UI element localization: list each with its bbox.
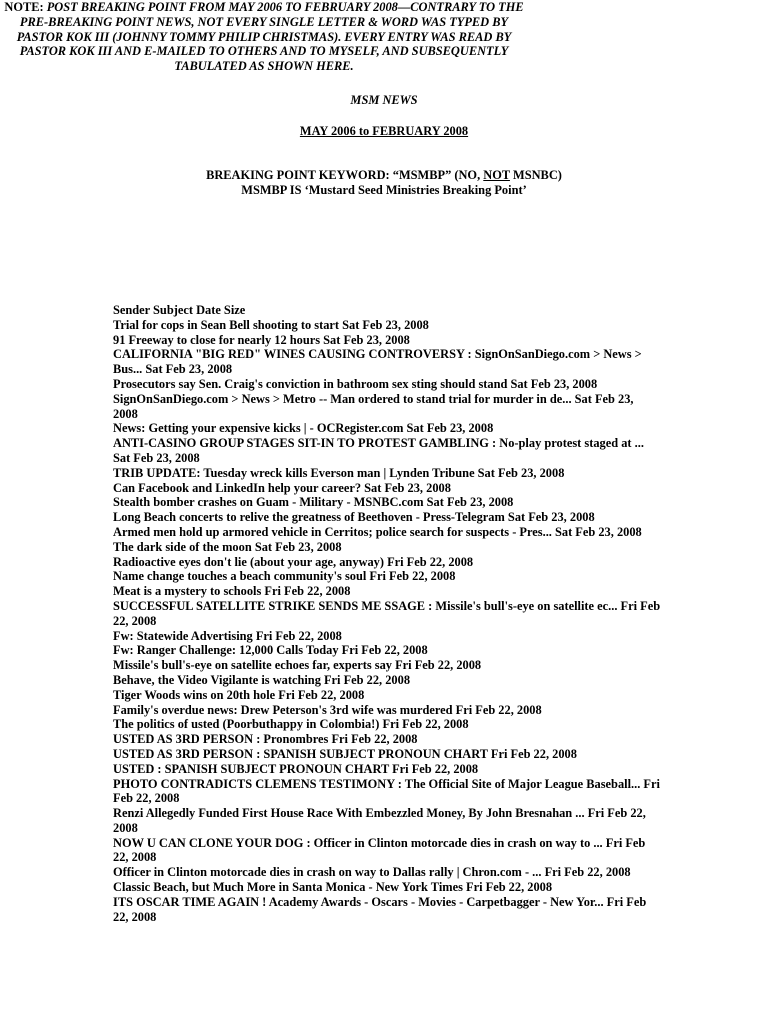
list-item: USTED : SPANISH SUBJECT PRONOUN CHART Fri Feb 22, 2008 xyxy=(113,761,479,776)
list-item: 91 Freeway to close for nearly 12 hours Sat Feb 23, 2008 xyxy=(113,332,410,347)
list-item: Stealth bomber crashes on Guam - Military - MSNBC.com Sat Feb 23, 2008 xyxy=(113,495,514,510)
note-label: NOTE: xyxy=(4,0,47,14)
list-item: Behave, the Video Vigilante is watching Fri Feb 22, 2008 xyxy=(113,672,411,687)
list-item: News: Getting your expensive kicks | - OCRegister.com Sat Feb 23, 2008 xyxy=(113,421,494,436)
list-item: Renzi Allegedly Funded First House Race With Embezzled Money, By John Bresnahan ... Fri Feb 22, 2008 xyxy=(113,806,646,835)
keyword-prefix: BREAKING POINT KEYWORD: “MSMBP” (NO, xyxy=(206,168,484,182)
email-list xyxy=(113,303,661,924)
note-text: POST BREAKING POINT FROM MAY 2006 TO FEBRUARY 2008—CONTRARY TO THE PRE-BREAKING POINT NEWS, NOT EVERY SINGLE LETTER & WORD WAS TYPED BY PASTOR KOK III (JOHNNY TOMMY PHILIP CHRISTMAS). EVERY ENTRY WAS READ BY PASTOR KOK III AND E-MAILED TO OTHERS AND TO MYSELF, AND SUBSEQUENTLY TABULATED AS SHOWN HERE. xyxy=(16,0,524,74)
list-item: USTED AS 3RD PERSON : SPANISH SUBJECT PRONOUN CHART Fri Feb 22, 2008 xyxy=(113,746,577,761)
list-item: USTED AS 3RD PERSON : Pronombres Fri Feb 22, 2008 xyxy=(113,732,418,747)
list-item: Missile's bull's-eye on satellite echoes far, experts say Fri Feb 22, 2008 xyxy=(113,658,482,673)
list-item: Can Facebook and LinkedIn help your career? Sat Feb 23, 2008 xyxy=(113,480,451,495)
email-list-header: Sender Subject Date Size xyxy=(113,303,246,317)
document-title: MSM NEWS xyxy=(350,93,418,107)
list-item: Officer in Clinton motorcade dies in crash on way to Dallas rally | Chron.com - ... Fri Feb 22, 2008 xyxy=(113,865,631,880)
list-item: Tiger Woods wins on 20th hole Fri Feb 22, 2008 xyxy=(113,687,365,702)
email-entries xyxy=(113,318,661,925)
list-item: Radioactive eyes don't lie (about your age, anyway) Fri Feb 22, 2008 xyxy=(113,554,474,569)
list-item: SUCCESSFUL SATELLITE STRIKE SENDS ME SSAGE : Missile's bull's-eye on satellite ec... Fri Feb 22, 2008 xyxy=(113,598,661,628)
list-item: Long Beach concerts to relive the greatness of Beethoven - Press-Telegram Sat Feb 23, 2008 xyxy=(113,510,595,525)
list-item: SignOnSanDiego.com > News > Metro -- Man ordered to stand trial for murder in de... Sat Feb 23, 2008 xyxy=(113,391,634,421)
list-item: The dark side of the moon Sat Feb 23, 2008 xyxy=(113,539,342,554)
keyword-suffix: MSNBC) xyxy=(509,168,562,182)
list-item: Armed men hold up armored vehicle in Cerritos; police search for suspects - Pres... Sat Feb 23, 2008 xyxy=(113,524,642,539)
keyword-emphasis: NOT xyxy=(483,168,510,182)
list-item: ITS OSCAR TIME AGAIN ! Academy Awards - Oscars - Movies - Carpetbagger - New Yor... Fri Feb 22, 2008 xyxy=(113,894,647,924)
list-item: Prosecutors say Sen. Craig's conviction in bathroom sex sting should stand Sat Feb 23, 2008 xyxy=(113,376,598,391)
keyword-line xyxy=(0,168,768,183)
list-item: TRIB UPDATE: Tuesday wreck kills Everson man | Lynden Tribune Sat Feb 23, 2008 xyxy=(113,465,565,480)
list-item: Classic Beach, but Much More in Santa Monica - New York Times Fri Feb 22, 2008 xyxy=(113,880,553,895)
keyword-definition: MSMBP IS ‘Mustard Seed Ministries Breaking Point’ xyxy=(241,183,527,197)
list-item: The politics of usted (Poorbuthappy in Colombia!) Fri Feb 22, 2008 xyxy=(113,717,469,732)
list-item: Meat is a mystery to schools Fri Feb 22, 2008 xyxy=(113,584,351,599)
list-item: CALIFORNIA "BIG RED" WINES CAUSING CONTROVERSY : SignOnSanDiego.com > News > Bus... Sat Feb 23, 2008 xyxy=(113,347,642,377)
list-item: Fw: Statewide Advertising Fri Feb 22, 2008 xyxy=(113,628,342,643)
list-item: ANTI-CASINO GROUP STAGES SIT-IN TO PROTEST GAMBLING : No-play protest staged at ... Sat Feb 23, 2008 xyxy=(113,436,644,465)
list-item: Fw: Ranger Challenge: 12,000 Calls Today Fri Feb 22, 2008 xyxy=(113,643,428,658)
list-item: Name change touches a beach community's soul Fri Feb 22, 2008 xyxy=(113,569,456,584)
list-item: NOW U CAN CLONE YOUR DOG : Officer in Clinton motorcade dies in crash on way to ... Fri Feb 22, 2008 xyxy=(113,835,646,865)
list-item: Trial for cops in Sean Bell shooting to start Sat Feb 23, 2008 xyxy=(113,317,429,332)
date-range-heading: MAY 2006 to FEBRUARY 2008 xyxy=(299,124,469,138)
list-item: PHOTO CONTRADICTS CLEMENS TESTIMONY : The Official Site of Major League Baseball... Fri Feb 22, 2008 xyxy=(113,776,660,806)
note-paragraph xyxy=(0,0,528,74)
list-item: Family's overdue news: Drew Peterson's 3rd wife was murdered Fri Feb 22, 2008 xyxy=(113,702,542,717)
